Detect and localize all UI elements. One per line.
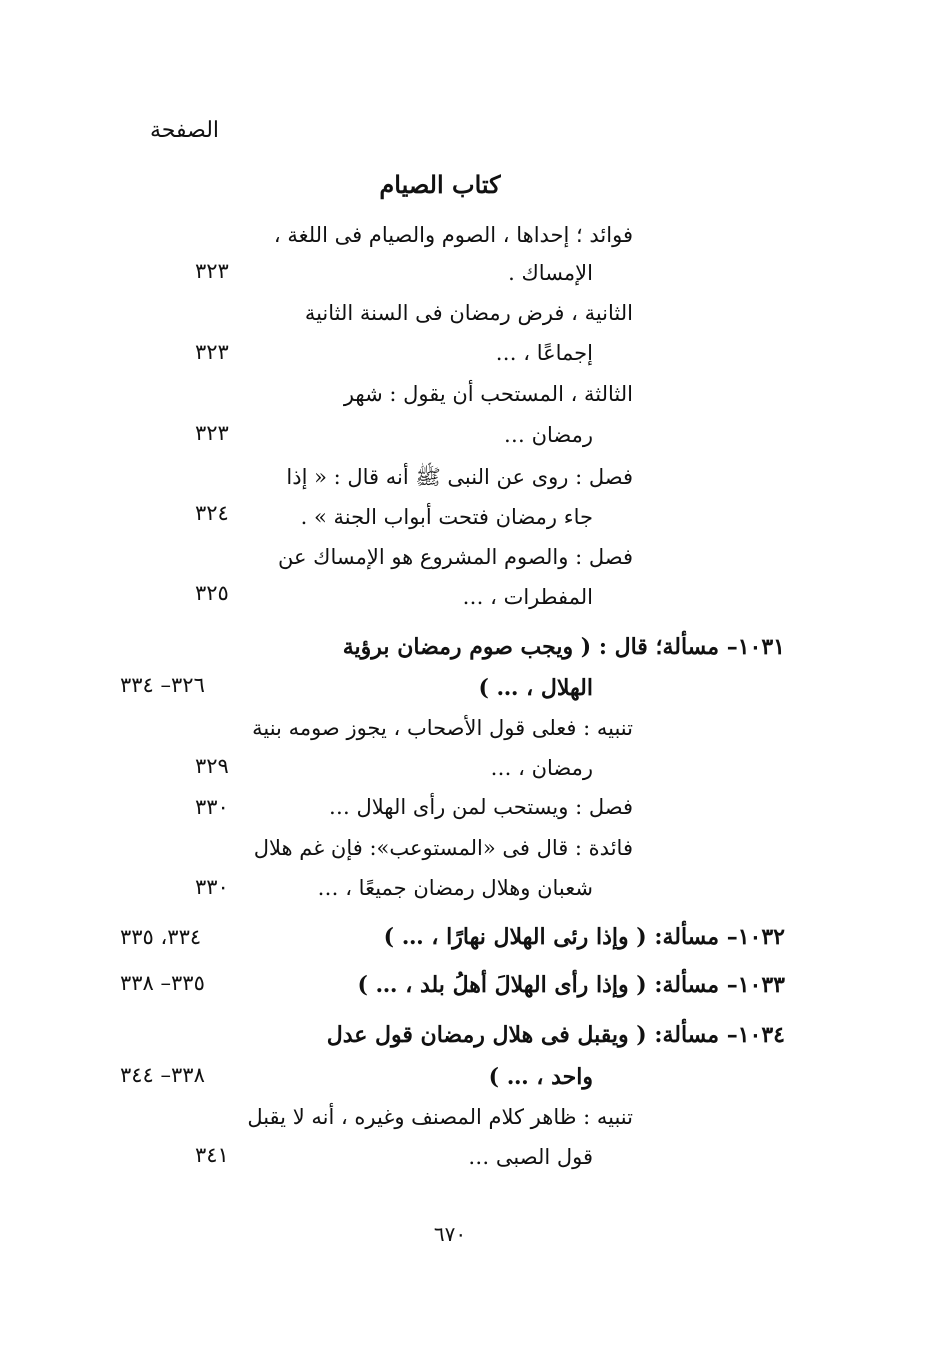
masala-entry-text: ١٠٣١– مسألة؛ قال : ( ويجب صوم رمضان برؤية xyxy=(342,634,785,660)
masala-entry-text: ١٠٣٢– مسألة: ( وإذا رئى الهلال نهارًا ، … ) xyxy=(383,924,785,950)
page-column-label: الصفحة xyxy=(150,118,220,143)
entry-page: ٣٢٣ xyxy=(195,421,229,445)
entry-page: ٣٢٥ xyxy=(195,581,229,605)
masala-entry-page: ٣٣٥– ٣٣٨ xyxy=(120,971,205,995)
masala-entry-page: ٣٣٤، ٣٣٥ xyxy=(120,925,202,949)
entry-text: فصل : ويستحب لمن رأى الهلال … xyxy=(328,795,633,819)
masala-entry-text-cont: واحد ، … ) xyxy=(488,1064,593,1090)
entry-page: ٣٤١ xyxy=(195,1143,229,1167)
entry-text: فوائد ؛ إحداها ، الصوم والصيام فى اللغة ، xyxy=(273,223,633,247)
masala-entry-page: ٣٣٨– ٣٤٤ xyxy=(120,1063,205,1087)
book-title: كتاب الصيام xyxy=(379,170,501,199)
entry-text-cont: جاء رمضان فتحت أبواب الجنة » . xyxy=(300,505,593,529)
entry-page: ٣٢٩ xyxy=(195,754,229,778)
entry-text: تنبيه : فعلى قول الأصحاب ، يجوز صومه بنية xyxy=(252,716,633,740)
entry-text: تنبيه : ظاهر كلام المصنف وغيره ، أنه لا يقبل xyxy=(247,1105,633,1129)
entry-page: ٣٢٣ xyxy=(195,340,229,364)
entry-page: ٣٣٠ xyxy=(195,875,229,899)
entry-text-cont: إجماعًا ، … xyxy=(495,341,593,365)
page-number: ٦٧٠ xyxy=(433,1222,467,1246)
entry-text-cont: الإمساك . xyxy=(508,261,593,285)
entry-page: ٣٢٤ xyxy=(195,501,229,525)
entry-text-cont: رمضان ، … xyxy=(490,756,593,780)
entry-text-cont: قول الصبى … xyxy=(468,1145,593,1169)
entry-text: فصل : روى عن النبى ﷺ أنه قال : « إذا xyxy=(286,465,633,489)
masala-entry-page: ٣٢٦– ٣٣٤ xyxy=(120,673,205,697)
entry-text: الثالثة ، المستحب أن يقول : شهر xyxy=(343,382,633,406)
entry-text: فصل : والصوم المشروع هو الإمساك عن xyxy=(277,545,633,569)
entry-page: ٣٣٠ xyxy=(195,795,229,819)
entry-page: ٣٢٣ xyxy=(195,259,229,283)
masala-entry-text: ١٠٣٣– مسألة: ( وإذا رأى الهلالَ أهلُ بلد ، … ) xyxy=(357,972,785,998)
masala-entry-text-cont: الهلال ، … ) xyxy=(478,675,593,701)
entry-text: فائدة : قال فى «المستوعب»: فإن غم هلال xyxy=(253,836,633,860)
entry-text-cont: المفطرات ، … xyxy=(462,585,593,609)
masala-entry-text: ١٠٣٤– مسألة: ( ويقبل فى هلال رمضان قول عدل xyxy=(326,1022,785,1048)
entry-text-cont: رمضان … xyxy=(503,423,593,447)
entry-text: الثانية ، فرض رمضان فى السنة الثانية xyxy=(304,301,633,325)
entry-text-cont: شعبان وهلال رمضان جميعًا ، … xyxy=(317,876,593,900)
